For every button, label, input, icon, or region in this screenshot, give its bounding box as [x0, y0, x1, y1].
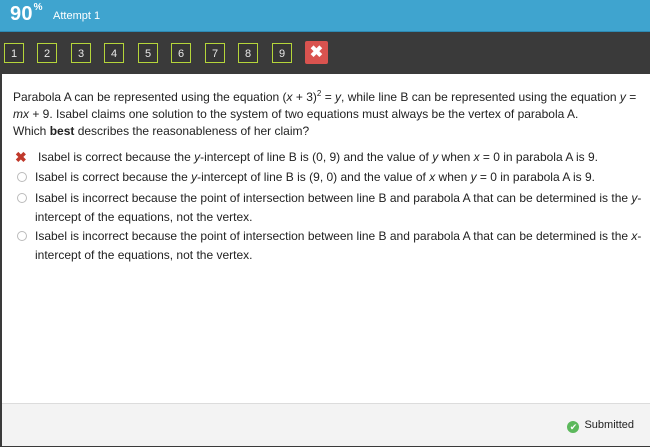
question-6-button[interactable]: 6	[171, 43, 191, 63]
question-5-button[interactable]: 5	[138, 43, 158, 63]
score-header	[0, 0, 650, 32]
question-1-button[interactable]: 1	[4, 43, 24, 63]
attempt-label: Attempt 1	[53, 10, 101, 22]
radio-button[interactable]	[17, 193, 27, 203]
question-7-button[interactable]: 7	[205, 43, 225, 63]
check-icon: ✔	[567, 421, 579, 433]
answer-choice-2[interactable]	[13, 168, 649, 187]
question-2-button[interactable]: 2	[37, 43, 57, 63]
footer-bar	[2, 403, 650, 446]
answer-choice-4[interactable]	[13, 227, 649, 265]
question-4-button[interactable]: 4	[104, 43, 124, 63]
radio-button[interactable]	[17, 172, 27, 182]
answer-choice-1-text: Isabel is correct because the y-intercept of line B is (0, 9) and the value of y when x = 0 in parabola A is 9.	[38, 150, 598, 164]
answer-choice-4-text: Isabel is incorrect because the point of intersection between line B and parabola A that can be determined is the x-intercept of the equations, not the vertex.	[35, 229, 642, 262]
answer-choice-3[interactable]	[13, 189, 649, 227]
answer-choice-1[interactable]	[13, 148, 649, 167]
submitted-status: ✔ Submitted	[567, 419, 634, 433]
incorrect-x-icon: ✖	[15, 149, 27, 165]
close-icon[interactable]: ✖	[305, 41, 328, 64]
question-text: Parabola A can be represented using the equation $(x + 3)^2 = y$, while line B can be represented using the equation y = mx + 9. Isabel claims one solution to the system of two equations must always be the vertex of parabola A. Which best describes the reasonableness of her claim?	[13, 89, 637, 138]
question-9-button[interactable]: 9	[272, 43, 292, 63]
question-panel	[2, 74, 650, 403]
radio-button[interactable]	[17, 231, 27, 241]
question-3-button[interactable]: 3	[71, 43, 91, 63]
question-8-button[interactable]: 8	[238, 43, 258, 63]
score-percent: %	[33, 2, 43, 14]
score-value: 90%	[10, 2, 43, 25]
answer-choice-3-text: Isabel is incorrect because the point of intersection between line B and parabola A that can be determined is the y-intercept of the equations, not the vertex.	[35, 191, 642, 224]
answer-choice-2-text: Isabel is correct because the y-intercept of line B is (9, 0) and the value of x when y = 0 in parabola A is 9.	[35, 170, 595, 184]
question-nav	[0, 32, 650, 74]
